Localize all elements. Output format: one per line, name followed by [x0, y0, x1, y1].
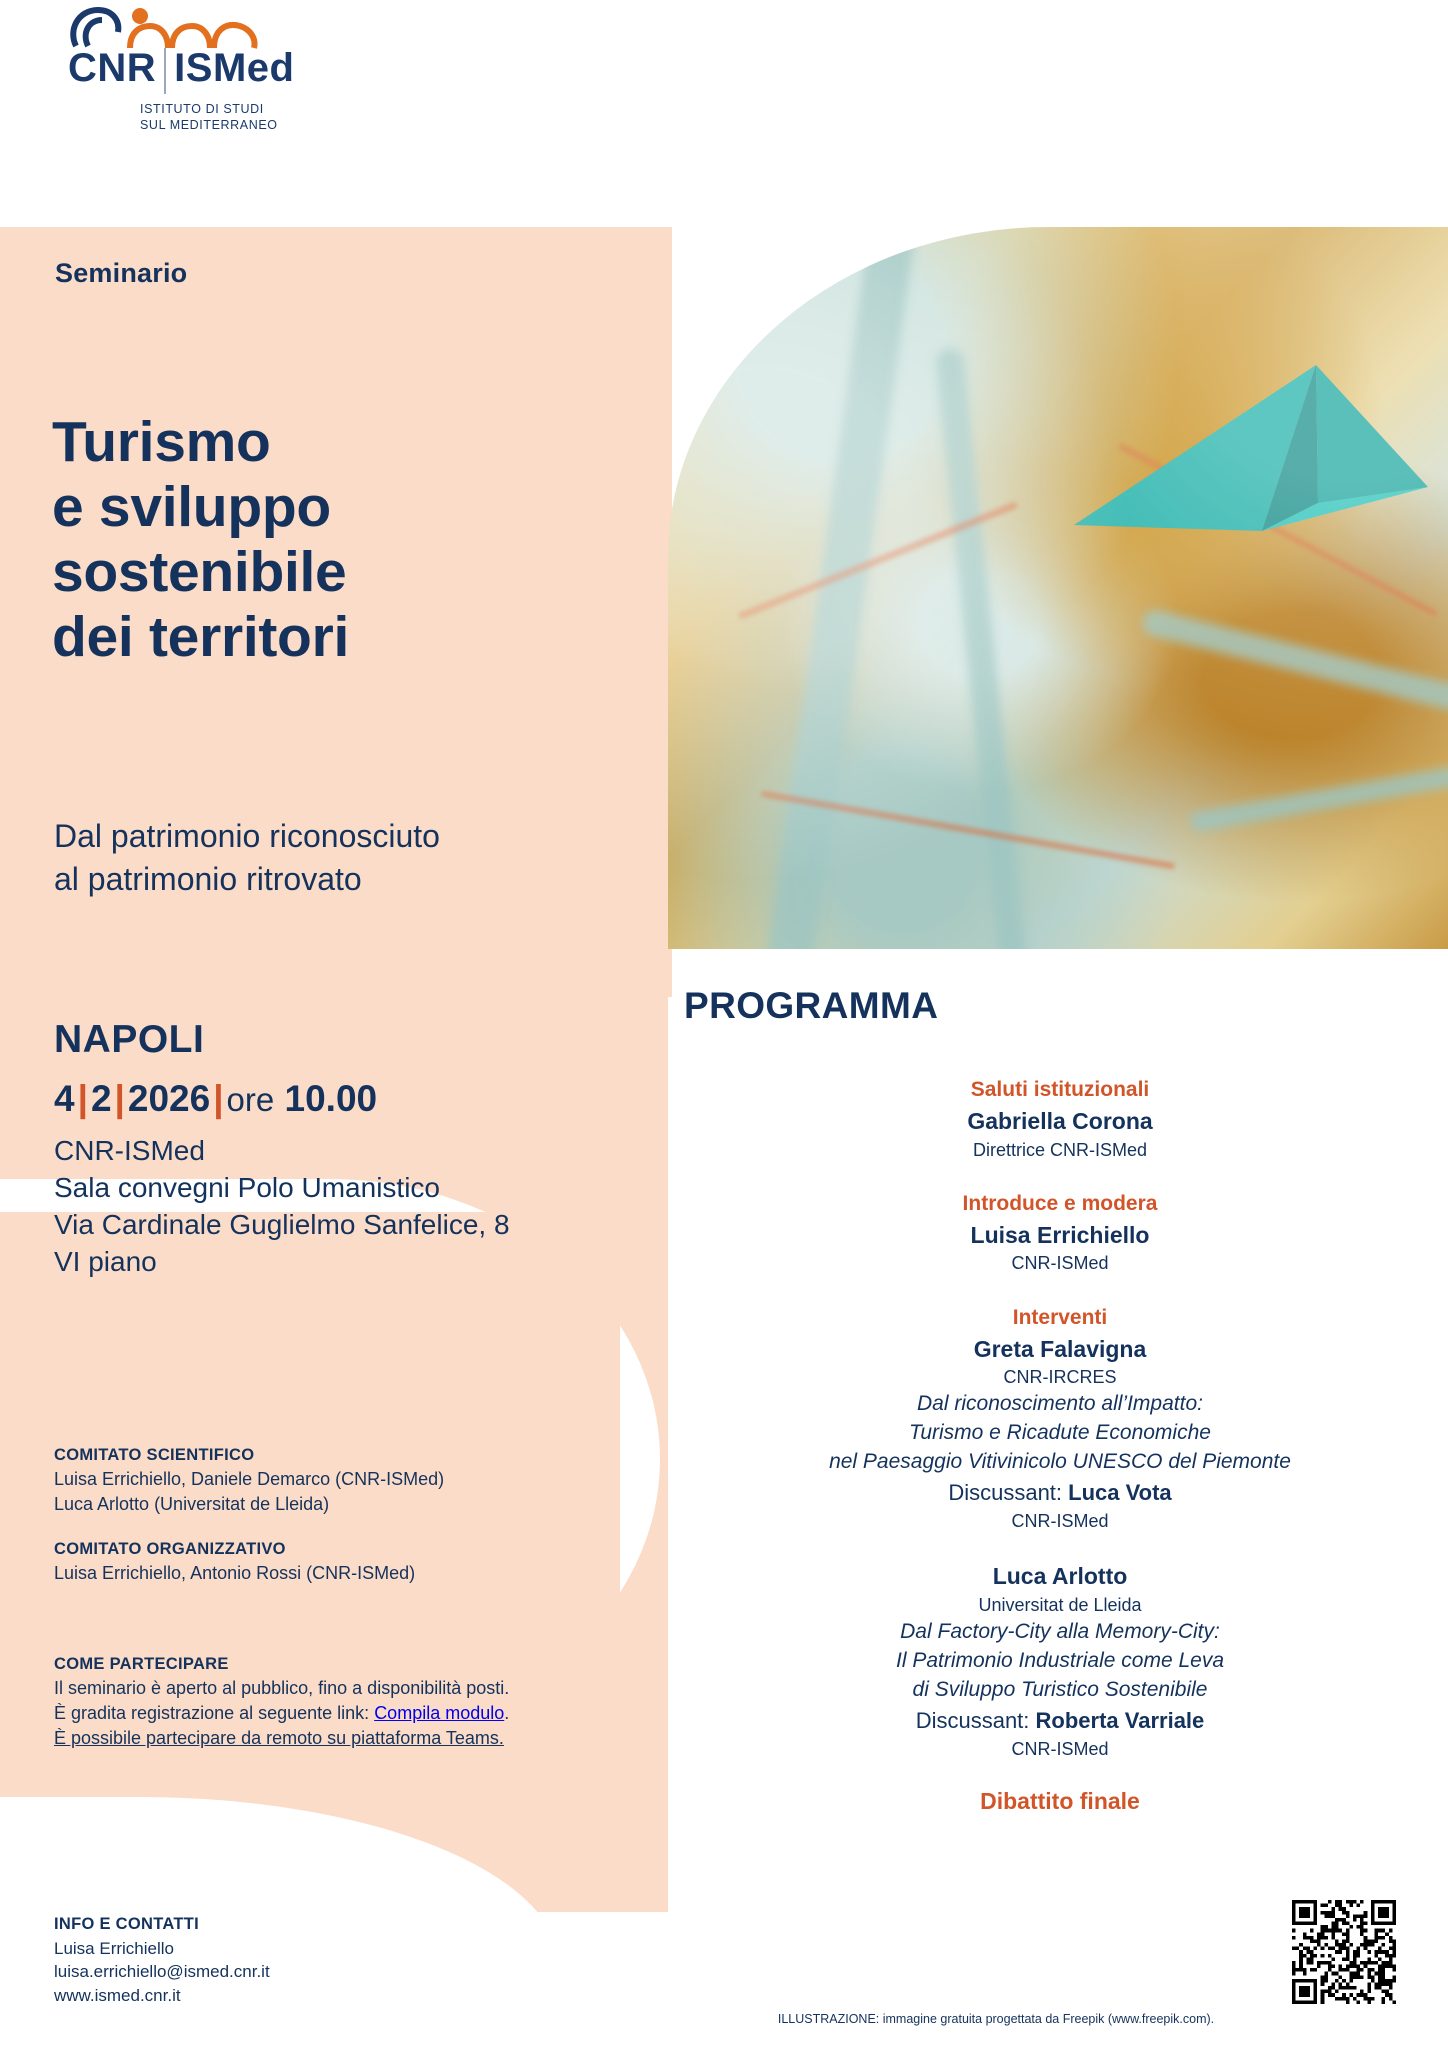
text-line: Luisa Errichiello, Daniele Demarco (CNR-ISMed) — [54, 1469, 445, 1489]
discussant-name: Roberta Varriale — [1035, 1707, 1205, 1733]
map-road-shape — [761, 791, 1176, 870]
text-line: di Sviluppo Turistico Sostenibile — [912, 1677, 1208, 1701]
programme-final-debate: Dibattito finale — [980, 1787, 1140, 1814]
committee-scientific — [54, 1446, 634, 1517]
text-line: dei territori — [52, 604, 349, 669]
discussant-label: Discussant: — [948, 1480, 1069, 1506]
event-year: 2026 — [127, 1078, 211, 1119]
logo-subtitle-line2: SUL MEDITERRANEO — [140, 117, 278, 132]
registration-link[interactable]: Compila modulo — [374, 1702, 505, 1723]
committee-organizing-body — [54, 1561, 634, 1586]
programme-section-label: Interventi — [1012, 1305, 1108, 1329]
text-line: Turismo e Ricadute Economiche — [909, 1421, 1211, 1445]
participation-heading: COME PARTECIPARE — [54, 1655, 229, 1673]
kicker-seminario: Seminario — [55, 258, 188, 288]
text-line: CNR-ISMed — [54, 1135, 205, 1166]
text-line: Dal riconoscimento all’Impatto: — [917, 1392, 1203, 1416]
programme-list — [690, 1075, 1430, 1815]
date-separator: | — [213, 1078, 224, 1119]
programme-speaker-affiliation: Universitat de Lleida — [978, 1594, 1142, 1615]
programme-speaker-name: Gabriella Corona — [967, 1108, 1153, 1135]
participation-line2-pre: È gradita registrazione al seguente link: — [54, 1702, 375, 1723]
discussant-affiliation: CNR-ISMed — [1011, 1738, 1109, 1759]
discussant-label: Discussant: — [915, 1707, 1036, 1733]
programme-title: PROGRAMMA — [684, 985, 939, 1026]
programme-speaker-affiliation: CNR-IRCRES — [1003, 1367, 1117, 1388]
page-subtitle — [54, 815, 644, 900]
text-line: al patrimonio ritrovato — [54, 860, 362, 897]
participation-block — [54, 1655, 634, 1750]
contacts-heading: INFO E CONTATTI — [54, 1915, 200, 1933]
event-dateline — [54, 1078, 377, 1120]
committee-scientific-body — [54, 1467, 634, 1517]
programme-talk-title — [690, 1618, 1430, 1705]
text-line: Sala convegni Polo Umanistico — [54, 1171, 440, 1203]
event-venue — [54, 1133, 654, 1281]
logo-ismed-text: ISMed — [174, 46, 295, 90]
programme-discussant — [690, 1477, 1430, 1509]
committee-scientific-heading: COMITATO SCIENTIFICO — [54, 1446, 255, 1464]
text-line: Il Patrimonio Industriale come Leva — [896, 1648, 1224, 1672]
logo-subtitle — [140, 102, 294, 133]
map-river-shape — [1140, 607, 1448, 712]
logo-abstract-icon — [68, 2, 308, 54]
text-line: Dal patrimonio riconosciuto — [54, 818, 440, 854]
logo-glyph-marks — [68, 2, 308, 54]
contacts-block — [54, 1915, 270, 2007]
logo-subtitle-line1: ISTITUTO DI STUDI — [140, 102, 264, 116]
date-separator: | — [77, 1078, 88, 1119]
map-river-shape — [765, 227, 916, 949]
programme-section — [690, 1189, 1430, 1277]
programme-talk-title — [690, 1390, 1430, 1477]
cnr-ismed-logo — [68, 48, 294, 133]
programme-speaker-name: Luca Arlotto — [992, 1563, 1128, 1590]
poster-header — [0, 0, 1448, 227]
discussant-name: Luca Vota — [1068, 1480, 1172, 1506]
committee-organizing — [54, 1540, 634, 1586]
text-line: Via Cardinale Guglielmo Sanfelice, 8 — [54, 1208, 510, 1240]
text-line: Turismo — [52, 410, 271, 474]
contact-website[interactable]: www.ismed.cnr.it — [54, 1985, 181, 2005]
programme-speaker-affiliation: Direttrice CNR-ISMed — [972, 1139, 1148, 1160]
text-line: Luisa Errichiello, Antonio Rossi (CNR-ISMed) — [54, 1563, 416, 1583]
programme-section — [690, 1303, 1430, 1535]
logo-cnr-text: CNR — [68, 46, 157, 90]
paper-plane-icon — [1066, 335, 1436, 585]
illustration-credit: ILLUSTRAZIONE: immagine gratuita progettata da Freepik (www.freepik.com). — [777, 2012, 1215, 2026]
discussant-affiliation: CNR-ISMed — [1011, 1511, 1109, 1532]
qr-code-icon — [1292, 1900, 1396, 2004]
programme-section-label: Introduce e modera — [962, 1191, 1158, 1215]
event-day: 4 — [54, 1078, 75, 1119]
programme-discussant — [690, 1705, 1430, 1737]
programme-section — [690, 1560, 1430, 1761]
programme-speaker-name: Luisa Errichiello — [970, 1222, 1150, 1249]
committee-organizing-heading: COMITATO ORGANIZZATIVO — [54, 1540, 286, 1558]
text-line: sostenibile — [52, 539, 347, 604]
map-road-shape — [738, 501, 1019, 620]
programme-section — [690, 1075, 1430, 1163]
qr-code[interactable] — [1292, 1900, 1396, 2004]
participation-line2 — [54, 1701, 634, 1726]
text-line: Dal Factory-City alla Memory-City: — [900, 1619, 1220, 1643]
contact-email[interactable]: luisa.errichiello@ismed.cnr.it — [54, 1962, 270, 1982]
hero-image-topographic-map — [668, 227, 1448, 949]
text-line: VI piano — [54, 1245, 157, 1277]
programme-speaker-name: Greta Falavigna — [973, 1336, 1147, 1363]
date-separator: | — [114, 1078, 125, 1119]
participation-line2-post: . — [504, 1702, 510, 1723]
event-time-label: ore — [226, 1081, 275, 1118]
participation-line1: Il seminario è aperto al pubblico, fino a disponibilità posti. — [54, 1678, 510, 1698]
contact-name: Luisa Errichiello — [54, 1939, 174, 1958]
programme-section-label: Saluti istituzionali — [970, 1078, 1150, 1101]
event-month: 2 — [90, 1078, 112, 1119]
event-city: NAPOLI — [54, 1018, 205, 1061]
text-line: Luca Arlotto (Universitat de Lleida) — [54, 1493, 330, 1514]
logo-divider — [164, 48, 166, 94]
text-line: e sviluppo — [52, 474, 331, 539]
map-river-shape — [1189, 761, 1448, 833]
text-line: nel Paesaggio Vitivinicolo UNESCO del Piemonte — [829, 1450, 1291, 1474]
page-title — [52, 410, 632, 670]
map-road-shape — [1118, 443, 1439, 617]
event-time: 10.00 — [284, 1078, 378, 1119]
programme-speaker-affiliation: CNR-ISMed — [1011, 1253, 1109, 1274]
map-river-shape — [935, 347, 1030, 949]
participation-line3: È possibile partecipare da remoto su piattaforma Teams. — [54, 1727, 504, 1748]
